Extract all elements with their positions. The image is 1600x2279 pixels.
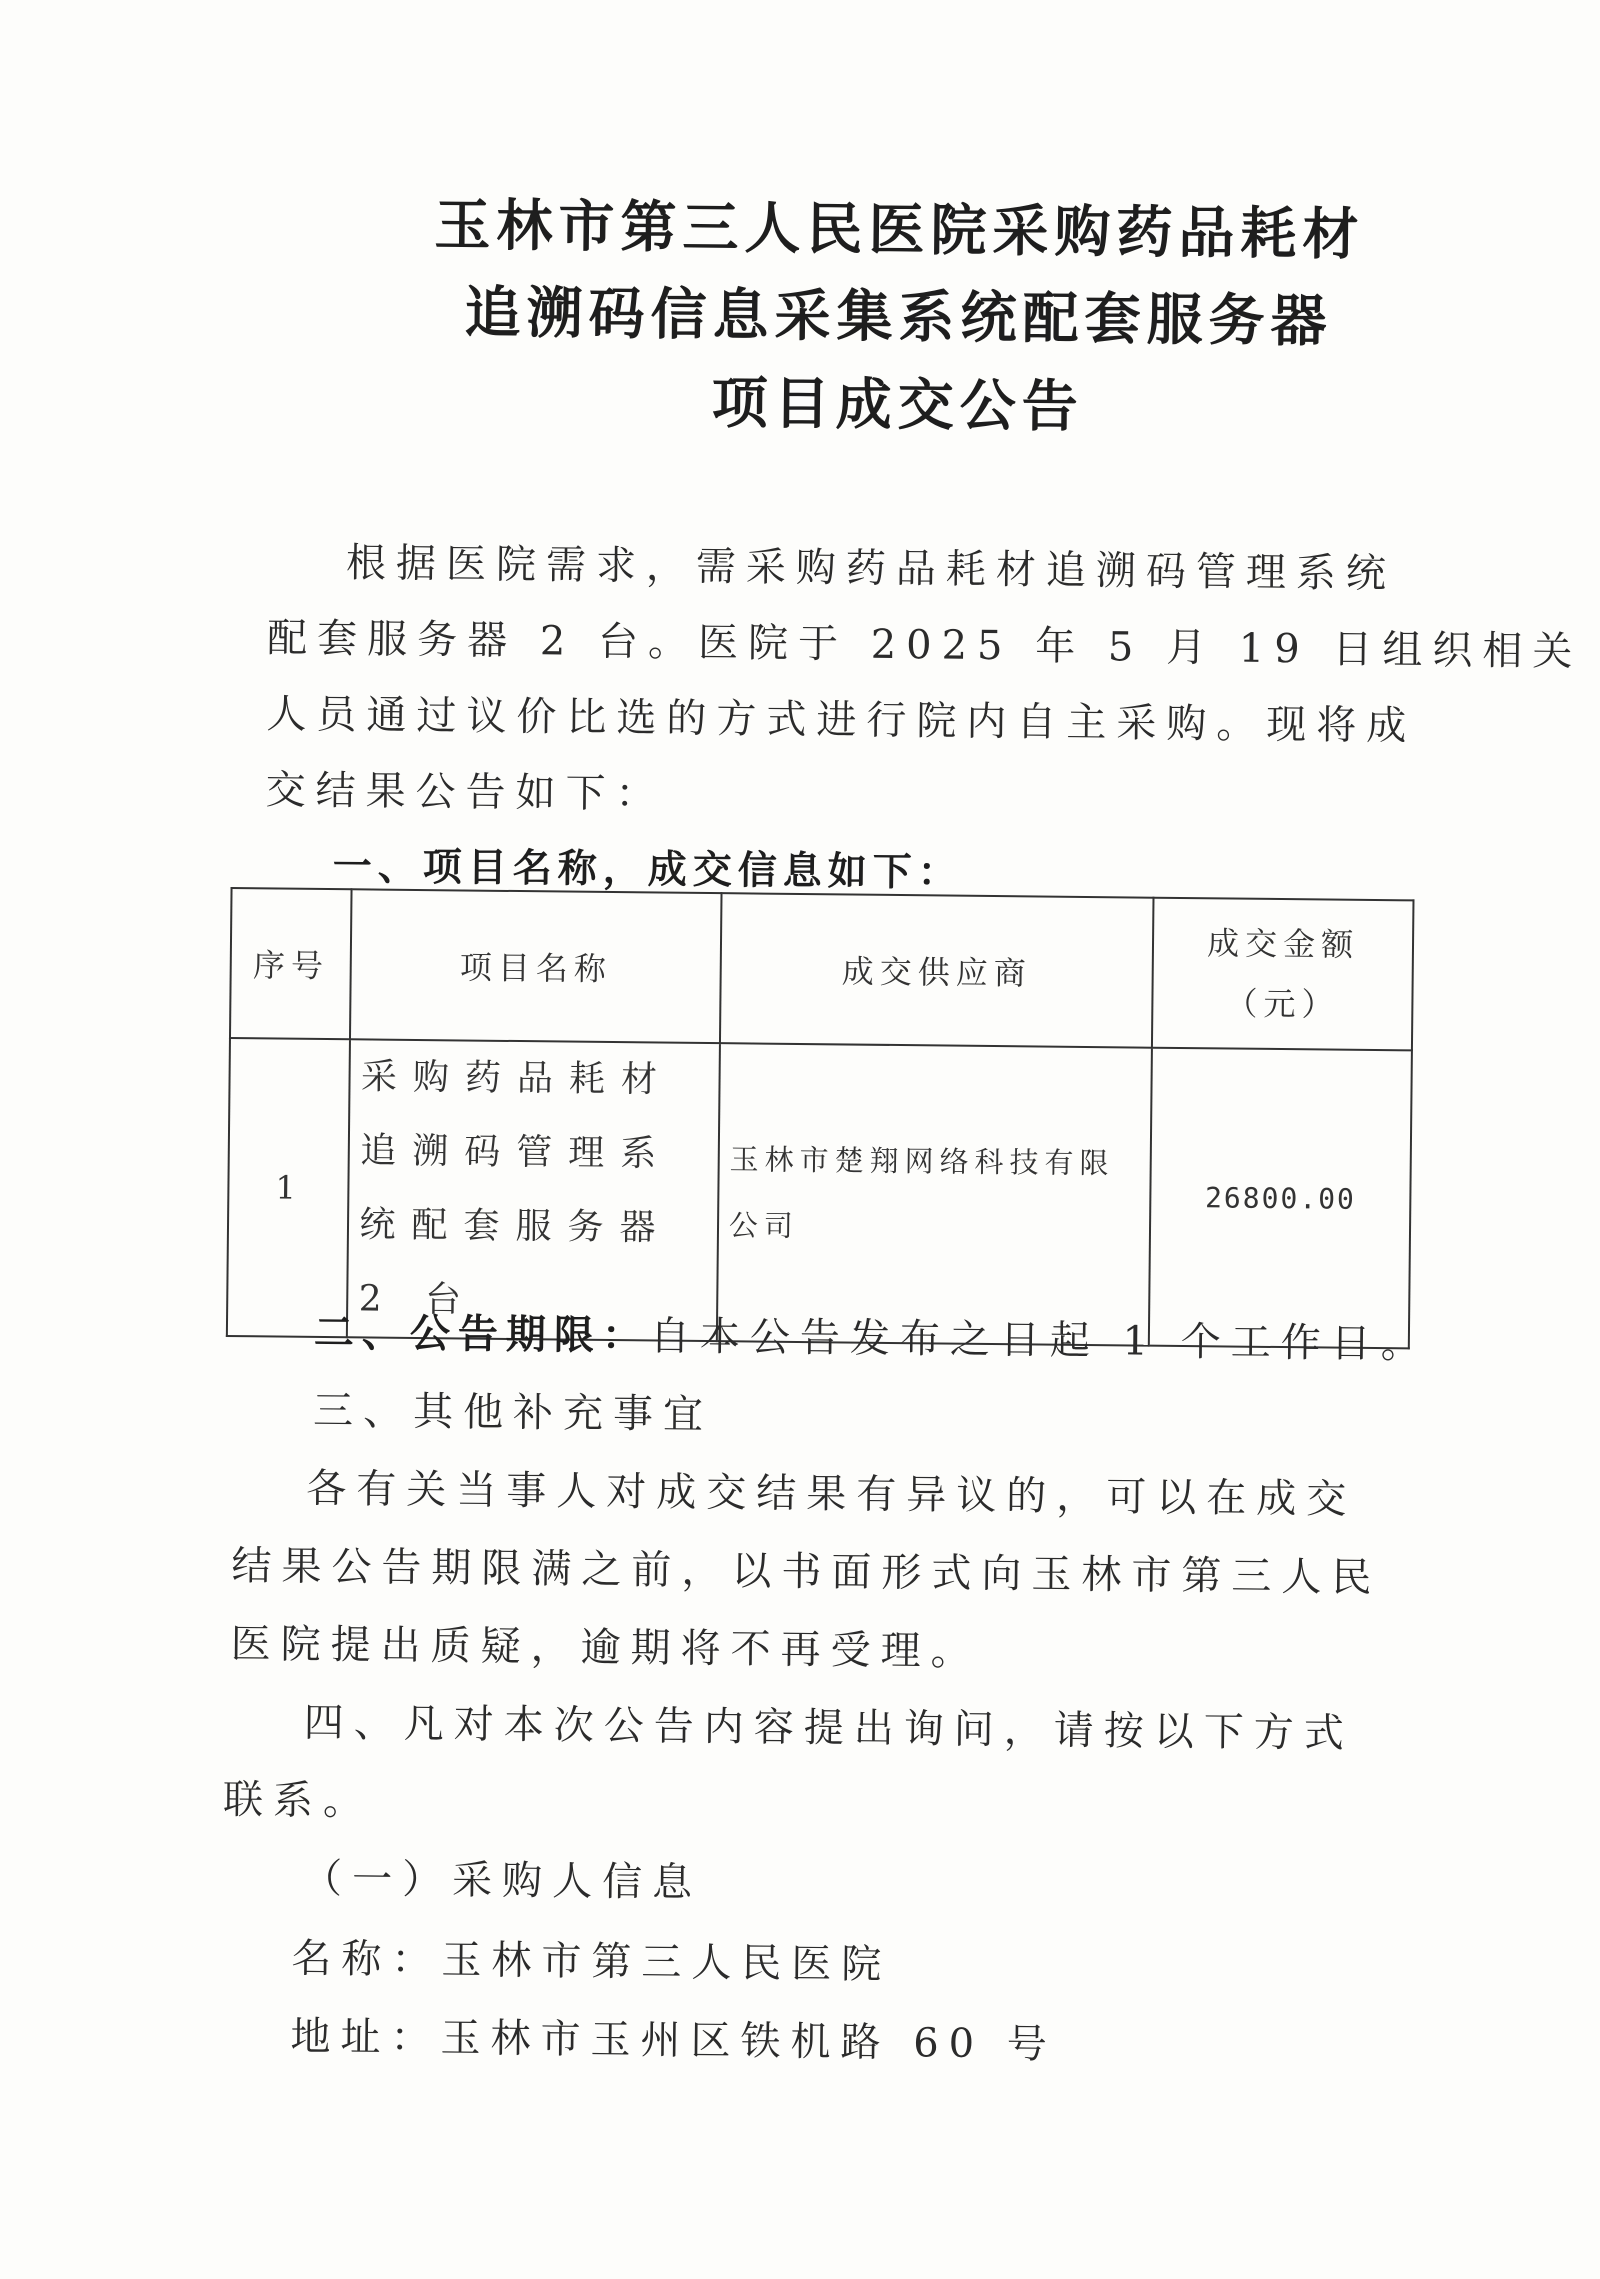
award-table bbox=[226, 887, 1415, 1349]
row-project-name: 采购药品耗材追溯码管理系统配套服务器 2 台 bbox=[347, 1039, 719, 1341]
header-project-name: 项目名称 bbox=[350, 889, 721, 1043]
header-amount-label: 成交金额 bbox=[1206, 924, 1360, 964]
row-seq: 1 bbox=[227, 1038, 351, 1337]
contact-name: 名称：玉林市第三人民医院 bbox=[291, 1935, 892, 1989]
header-seq: 序号 bbox=[230, 888, 352, 1039]
section-4-line-1: 四、凡对本次公告内容提出询问，请按以下方式 bbox=[303, 1699, 1355, 1757]
header-amount-unit: （元） bbox=[1225, 984, 1340, 1024]
contact-address: 地址：玉林市玉州区铁机路 60 号 bbox=[290, 2013, 1058, 2068]
row-supplier: 玉林市楚翔网络科技有限公司 bbox=[717, 1043, 1152, 1346]
section-3-line-1: 各有关当事人对成交结果有异议的，可以在成交 bbox=[306, 1465, 1357, 1523]
contact-heading: （一）采购人信息 bbox=[301, 1855, 703, 1907]
intro-line-3: 人员通过议价比选的方式进行院内自主采购。现将成 bbox=[266, 691, 1417, 750]
header-supplier: 成交供应商 bbox=[720, 893, 1154, 1048]
section-3-line-3: 医院提出质疑，逾期将不再受理。 bbox=[230, 1621, 981, 1675]
section-2-text: 自本公告发布之日起 1 个工作日。 bbox=[649, 1313, 1431, 1368]
title-line-3: 项目成交公告 bbox=[711, 371, 1084, 440]
row-amount: 26800.00 bbox=[1149, 1048, 1412, 1349]
section-2-label: 二、公告期限： bbox=[313, 1309, 651, 1360]
title-line-1: 玉林市第三人民医院采购药品耗材 bbox=[434, 193, 1365, 268]
header-amount bbox=[1152, 898, 1413, 1051]
section-2 bbox=[314, 1295, 1432, 1383]
section-1-heading: 一、项目名称，成交信息如下： bbox=[332, 844, 964, 896]
section-3-heading: 三、其他补充事宜 bbox=[312, 1387, 714, 1439]
section-3-line-2: 结果公告期限满之前，以书面形式向玉林市第三人民 bbox=[231, 1543, 1382, 1602]
table-header-row bbox=[230, 888, 1414, 1050]
intro-line-1: 根据医院需求，需采购药品耗材追溯码管理系统 bbox=[345, 540, 1397, 598]
intro-line-4: 交结果公告如下： bbox=[265, 767, 666, 818]
title-line-2: 追溯码信息采集系统配套服务器 bbox=[464, 280, 1333, 355]
intro-line-2: 配套服务器 2 台。医院于 2025 年 5 月 19 日组织相关 bbox=[266, 615, 1583, 676]
section-4-line-2: 联系。 bbox=[222, 1776, 374, 1825]
